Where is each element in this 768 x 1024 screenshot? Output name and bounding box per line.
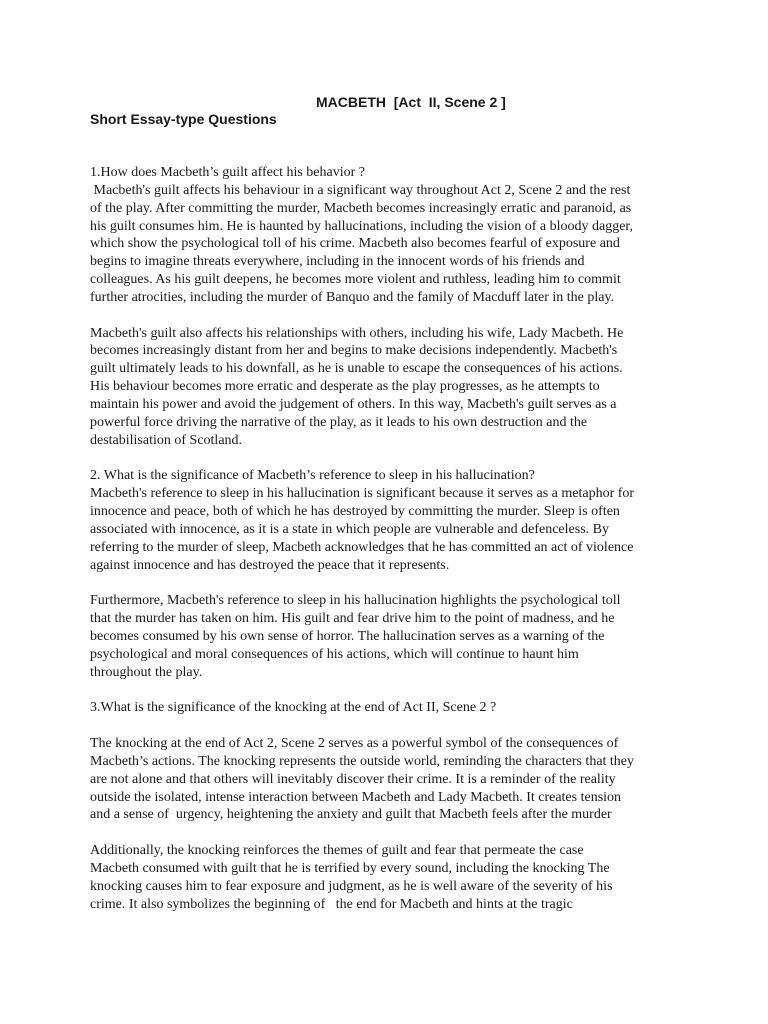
q1-answer-line: begins to imagine threats everywhere, including in the innocent words of his friends and — [90, 254, 585, 270]
document-subtitle: Short Essay-type Questions — [90, 111, 277, 127]
q2-answer-line: psychological and moral consequences of his actions, which will continue to haunt him — [90, 646, 579, 662]
question-1-heading: 1.How does Macbeth’s guilt affect his behavior ? — [90, 165, 366, 180]
q3-answer-line: outside the isolated, intense interaction between Macbeth and Lady Macbeth. It creates tension — [90, 789, 622, 805]
q1-answer-line: becomes increasingly distant from her and begins to make decisions independently. Macbeth's — [90, 343, 618, 359]
paragraph-gap — [90, 307, 690, 325]
q3-answer-line: crime. It also symbolizes the beginning of the end for Macbeth and hints at the tragic — [90, 896, 573, 912]
q3-answer-line: knocking causes him to fear exposure and judgment, as he is well aware of the severity of his — [90, 878, 613, 894]
q3-answer-line: Macbeth’s actions. The knocking represents the outside world, reminding the characters that they — [90, 753, 635, 769]
q1-answer-line: Macbeth's guilt also affects his relationships with others, including his wife, Lady Macbeth. He — [90, 325, 624, 341]
q3-answer-line: are not alone and that others will inevitably discover their crime. It is a reminder of the reality — [90, 771, 616, 787]
q1-answer-line: guilt ultimately leads to his downfall, as he is unable to escape the consequences of his actions. — [90, 361, 623, 377]
q1-answer-line: destabilisation of Scotland. — [90, 432, 243, 448]
q1-answer-line: which show the psychological toll of his crime. Macbeth also becomes fearful of exposure and — [90, 236, 620, 252]
q3-answer-line: and a sense of urgency, heightening the anxiety and guilt that Macbeth feels after the murder — [90, 807, 612, 823]
q1-answer-line: his guilt consumes him. He is haunted by hallucinations, including the vision of a bloody dagger, — [90, 218, 634, 234]
q1-answer-line: powerful force driving the narrative of the play, as it leads to his own destruction and the — [90, 414, 588, 430]
q2-answer-line: Macbeth's reference to sleep in his hallucination is significant because it serves as a metaphor for — [90, 486, 635, 502]
q3-answer-line: Additionally, the knocking reinforces the themes of guilt and fear that permeate the case — [90, 843, 584, 859]
q1-answer-line: colleagues. As his guilt deepens, he becomes more violent and ruthless, leading him to commit — [90, 272, 621, 288]
q1-answer-line: of the play. After committing the murder, Macbeth becomes increasingly erratic and paranoid, as — [90, 200, 632, 216]
q3-answer-line: The knocking at the end of Act 2, Scene 2 serves as a powerful symbol of the consequences of — [90, 736, 619, 751]
q2-answer-line: against innocence and has destroyed the peace that it represents. — [90, 557, 450, 573]
q2-answer-line: that the murder has taken on him. His guilt and fear drive him to the point of madness, and he — [90, 611, 615, 627]
q1-answer-line: further atrocities, including the murder of Banquo and the family of Macduff later in the play. — [90, 289, 615, 305]
question-3-heading: 3.What is the significance of the knocking at the end of Act II, Scene 2 ? — [90, 700, 497, 716]
paragraph-gap — [90, 717, 690, 735]
essay-body — [90, 164, 690, 913]
paragraph-gap — [90, 824, 690, 842]
q1-answer-line: maintain his power and avoid the judgement of others. In this way, Macbeth's guilt serves as a — [90, 396, 617, 412]
question-2-heading: 2. What is the significance of Macbeth’s reference to sleep in his hallucination? — [90, 468, 535, 484]
q1-answer-line: His behaviour becomes more erratic and desperate as the play progresses, as he attempts to — [90, 379, 600, 395]
q2-answer-line: innocence and peace, both of which he has destroyed by committing the murder. Sleep is often — [90, 504, 620, 520]
q2-answer-line: throughout the play. — [90, 664, 203, 680]
q2-answer-line: becomes consumed by his own sense of horror. The hallucination serves as a warning of the — [90, 628, 605, 644]
paragraph-gap — [90, 450, 690, 468]
paragraph-gap — [90, 574, 690, 592]
paragraph-gap — [90, 681, 690, 699]
q3-answer-line: Macbeth consumed with guilt that he is terrified by every sound, including the knocking The — [90, 860, 610, 876]
document-title: MACBETH [Act II, Scene 2 ] — [316, 94, 506, 110]
q2-answer-line: referring to the murder of sleep, Macbeth acknowledges that he has committed an act of violence — [90, 539, 634, 555]
q2-answer-line: associated with innocence, as it is a state in which people are vulnerable and defenceless. By — [90, 521, 609, 537]
q1-answer-line: Macbeth's guilt affects his behaviour in a significant way throughout Act 2, Scene 2 and the rest — [90, 182, 631, 198]
q2-answer-line: Furthermore, Macbeth's reference to sleep in his hallucination highlights the psychological toll — [90, 593, 621, 609]
